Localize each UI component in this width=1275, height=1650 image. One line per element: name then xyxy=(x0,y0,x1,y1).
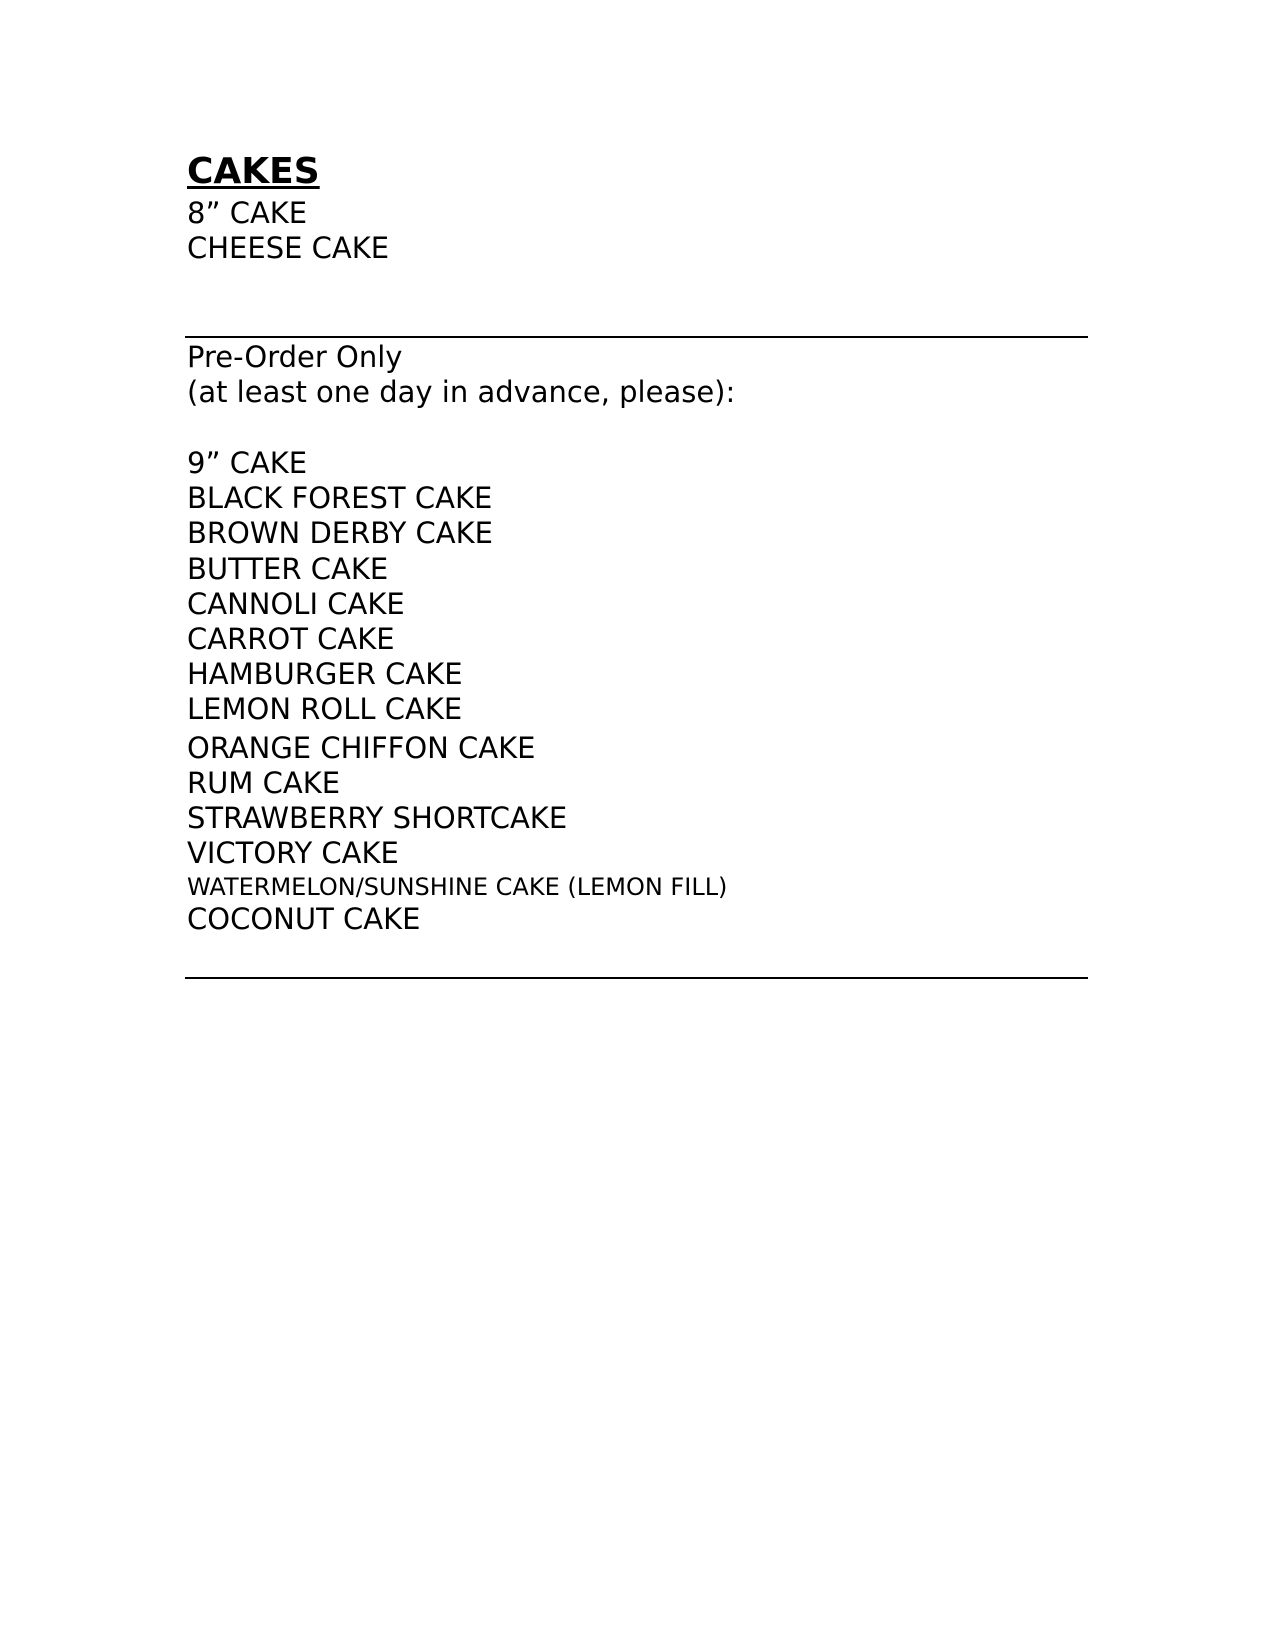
list-item: VICTORY CAKE xyxy=(187,836,399,870)
divider-bottom xyxy=(185,977,1088,979)
list-item: CHEESE CAKE xyxy=(187,231,390,265)
preorder-label: Pre-Order Only xyxy=(187,340,403,374)
list-item: 8” CAKE xyxy=(187,196,308,230)
list-item: 9” CAKE xyxy=(187,446,308,480)
divider-top xyxy=(185,336,1088,338)
list-item: CARROT CAKE xyxy=(187,622,395,656)
list-item: RUM CAKE xyxy=(187,766,341,800)
list-item: ORANGE CHIFFON CAKE xyxy=(187,731,536,765)
list-item: COCONUT CAKE xyxy=(187,902,421,936)
list-item: HAMBURGER CAKE xyxy=(187,657,463,691)
list-item: BROWN DERBY CAKE xyxy=(187,516,493,550)
preorder-note: (at least one day in advance, please): xyxy=(187,375,736,409)
list-item: LEMON ROLL CAKE xyxy=(187,692,463,726)
section-heading: CAKES xyxy=(187,151,320,192)
list-item: STRAWBERRY SHORTCAKE xyxy=(187,801,568,835)
list-item: BUTTER CAKE xyxy=(187,552,389,586)
list-item: CANNOLI CAKE xyxy=(187,587,405,621)
list-item: WATERMELON/SUNSHINE CAKE (LEMON FILL) xyxy=(187,873,728,901)
list-item: BLACK FOREST CAKE xyxy=(187,481,493,515)
